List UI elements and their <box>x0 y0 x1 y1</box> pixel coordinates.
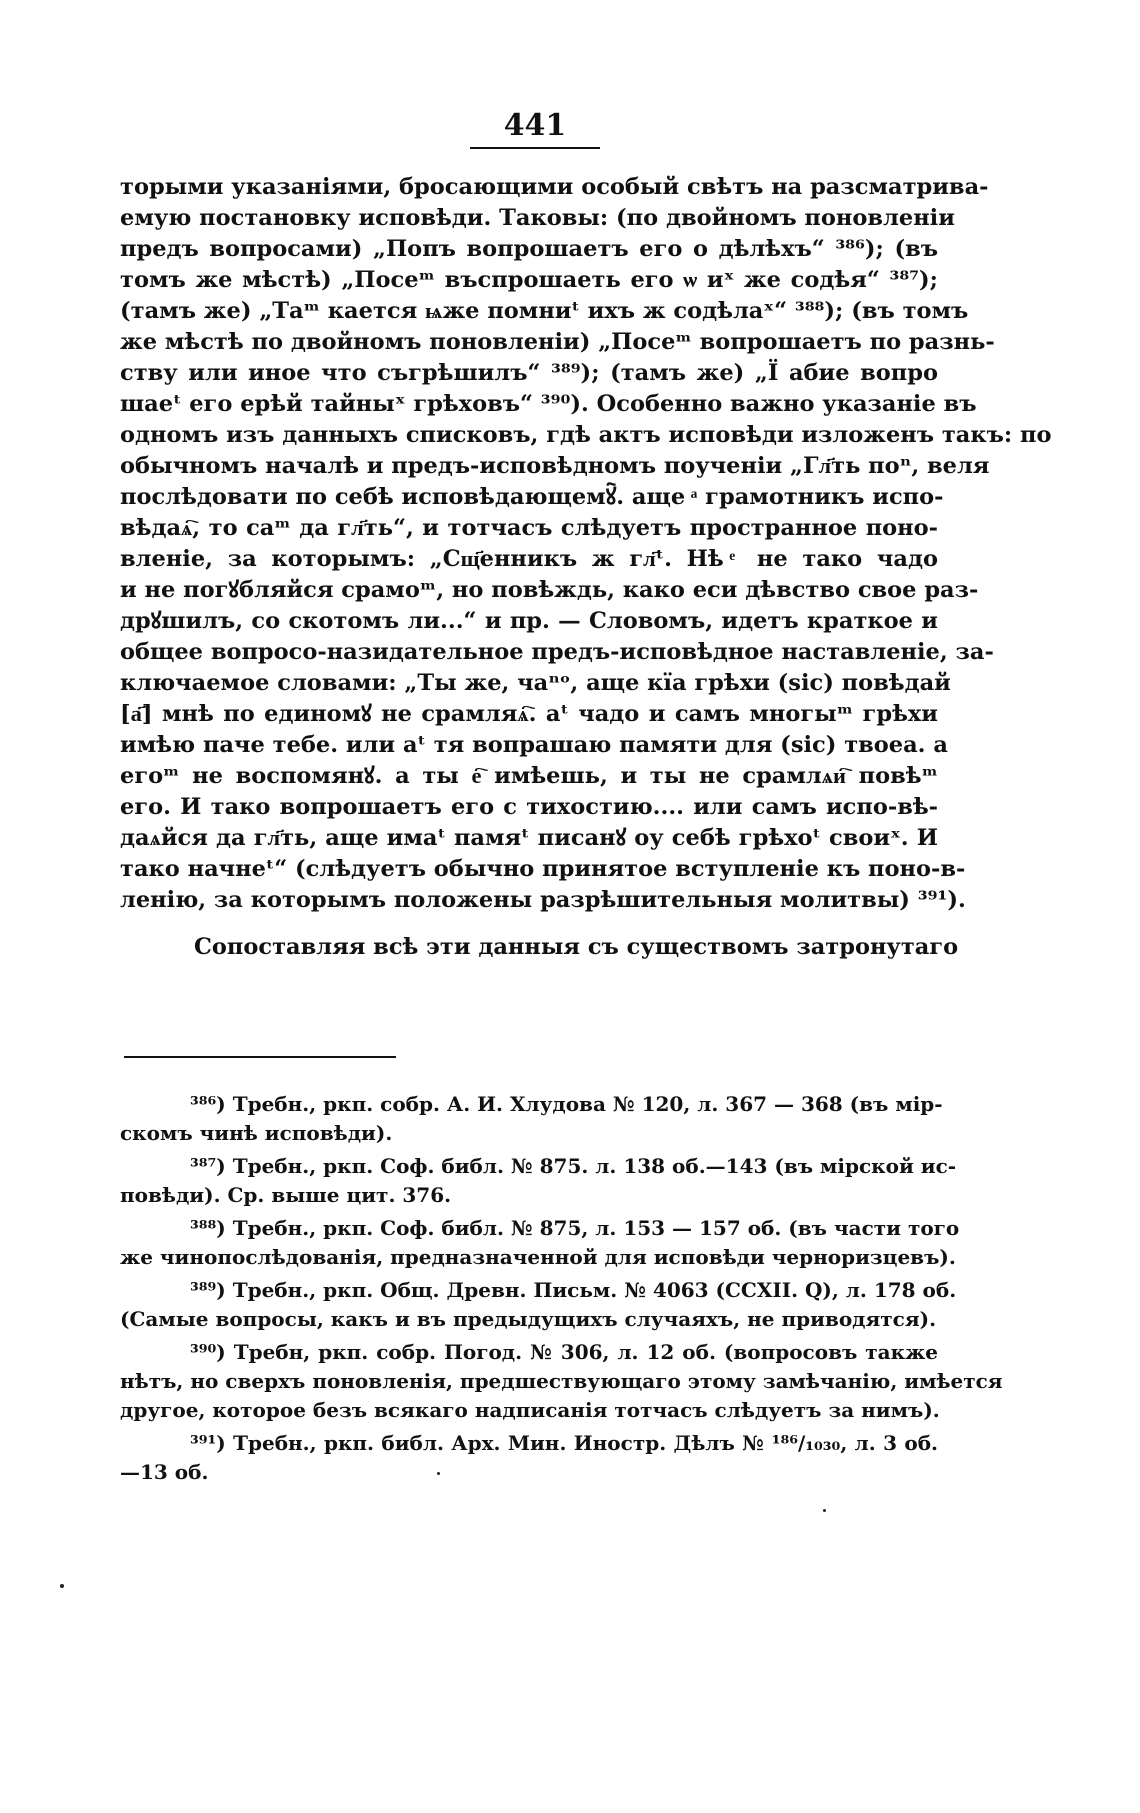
footnote-389-cont: (Самые вопросы, какъ и въ предыдущихъ случаяхъ, не приводятся). <box>120 1307 937 1331</box>
body-line: емую постановку исповѣди. Таковы: (по двойномъ поновленіи <box>120 205 955 231</box>
footnote-386: ³⁸⁶) Требн., ркп. собр. А. И. Хлудова № 120, л. 367 — 368 (въ мір- <box>190 1092 943 1116</box>
body-line: томъ же мѣстѣ) „Посеᵐ въспрошаеть его ѡ иˣ же содѣя“ ³⁸⁷); <box>120 267 938 293</box>
footnote-387: ³⁸⁷) Требн., ркп. Соф. библ. № 875. л. 138 об.—143 (въ мірской ис- <box>190 1154 957 1178</box>
footnote-389: ³⁸⁹) Требн., ркп. Общ. Древн. Письм. № 4063 (CCXII. Q), л. 178 об. <box>190 1278 957 1302</box>
body-line: даѧйся да гл҃ть, аще имаᵗ памяᵗ писанꙋ оу себѣ грѣхоᵗ своиˣ. И <box>120 825 938 851</box>
page-number: 441 <box>470 108 600 149</box>
body-line: общее вопросо-назидательное предъ-исповѣдное наставленіе, за- <box>120 639 994 665</box>
footnote-388-cont: же чинопослѣдованія, предназначенной для исповѣди черноризцевъ). <box>120 1245 956 1269</box>
body-line: послѣдовати по себѣ исповѣдающемꙋ҇. аще ͣ грамотникъ испо- <box>120 484 944 510</box>
footnote-391-cont: —13 об. <box>120 1460 209 1484</box>
body-line: вѣдаѧ҇, то саᵐ да гл҃ть“, и тотчасъ слѣдуетъ пространное поно- <box>120 515 938 541</box>
footnote-386-cont: скомъ чинѣ исповѣди). <box>120 1121 393 1145</box>
body-line: шаеᵗ его ерѣй тайныˣ грѣховъ“ ³⁹⁰). Особенно важно указаніе въ <box>120 391 977 417</box>
body-line: вленіе, за которымъ: „Сщ҃енникъ ж гл҃ᵗ. Нѣ ͤ не тако чадо <box>120 546 938 572</box>
body-line: дрꙋшилъ, со скотомъ ли...“ и пр. — Словомъ, идетъ краткое и <box>120 608 938 634</box>
footnote-divider <box>124 1056 396 1058</box>
body-line: предъ вопросами) „Попъ вопрошаетъ его о дѣлѣхъ“ ³⁸⁶); (въ <box>120 236 938 262</box>
scan-speck <box>60 1584 64 1588</box>
body-line: торыми указаніями, бросающими особый свѣтъ на разсматрива- <box>120 174 989 200</box>
body-line: же мѣстѣ по двойномъ поновленіи) „Посеᵐ вопрошаетъ по разнь- <box>120 329 995 355</box>
scan-speck <box>823 1509 826 1512</box>
paragraph-start: Сопоставляя всѣ эти данныя съ существомъ затронутаго <box>194 934 959 960</box>
body-line: его. И тако вопрошаетъ его с тихостию.... или самъ испо-вѣ- <box>120 794 938 820</box>
body-line: одномъ изъ данныхъ списковъ, гдѣ актъ исповѣди изложенъ такъ: по <box>120 422 1052 448</box>
footnote-390: ³⁹⁰) Требн, ркп. собр. Погод. № 306, л. 12 об. (вопросовъ также <box>190 1340 938 1364</box>
body-line: и не погꙋбляйся срамоᵐ, но повѣждь, како еси дѣвство свое раз- <box>120 577 979 603</box>
scan-speck <box>437 1472 440 1475</box>
body-line: (тамъ же) „Таᵐ кается ѩже помниᵗ ихъ ж содѣлаˣ“ ³⁸⁸); (въ томъ <box>120 298 969 324</box>
body-line: ленію, за которымъ положены разрѣшительныя молитвы) ³⁹¹). <box>120 887 966 913</box>
body-line: егоᵐ не воспомянꙋ. а ты е҇ имѣешь, и ты не срамлѧи҇ повѣᵐ <box>120 763 938 789</box>
body-line: имѣю паче тебе. или аᵗ тя вопрашаю памяти для (sic) твоеа. а <box>120 732 948 758</box>
footnote-390-cont: другое, которое безъ всякаго надписанія тотчасъ слѣдуетъ за нимъ). <box>120 1398 940 1422</box>
body-line: [а҃] мнѣ по единомꙋ не срамляѧ҇. аᵗ чадо и самъ многыᵐ грѣхи <box>120 701 938 727</box>
footnote-391: ³⁹¹) Требн., ркп. библ. Арх. Мин. Иностр. Дѣлъ № ¹⁸⁶/₁₀₃₀, л. 3 об. <box>190 1431 938 1455</box>
footnote-387-cont: повѣди). Ср. выше цит. 376. <box>120 1183 452 1207</box>
footnote-388: ³⁸⁸) Требн., ркп. Соф. библ. № 875, л. 153 — 157 об. (въ части того <box>190 1216 960 1240</box>
body-line: ству или иное что съгрѣшилъ“ ³⁸⁹); (тамъ же) „Ї абие вопро <box>120 360 938 386</box>
body-line: тако начнеᵗ“ (слѣдуетъ обычно принятое вступленіе къ поно-в- <box>120 856 966 882</box>
body-line: обычномъ началѣ и предъ-исповѣдномъ поученіи „Гл҃ть поⁿ, веля <box>120 453 990 479</box>
footnote-390-cont: нѣтъ, но сверхъ поновленія, предшествующаго этому замѣчанію, имѣется <box>120 1369 1003 1393</box>
body-line: ключаемое словами: „Ты же, чаⁿᵒ, аще кїа грѣхи (sic) повѣдай <box>120 670 951 696</box>
